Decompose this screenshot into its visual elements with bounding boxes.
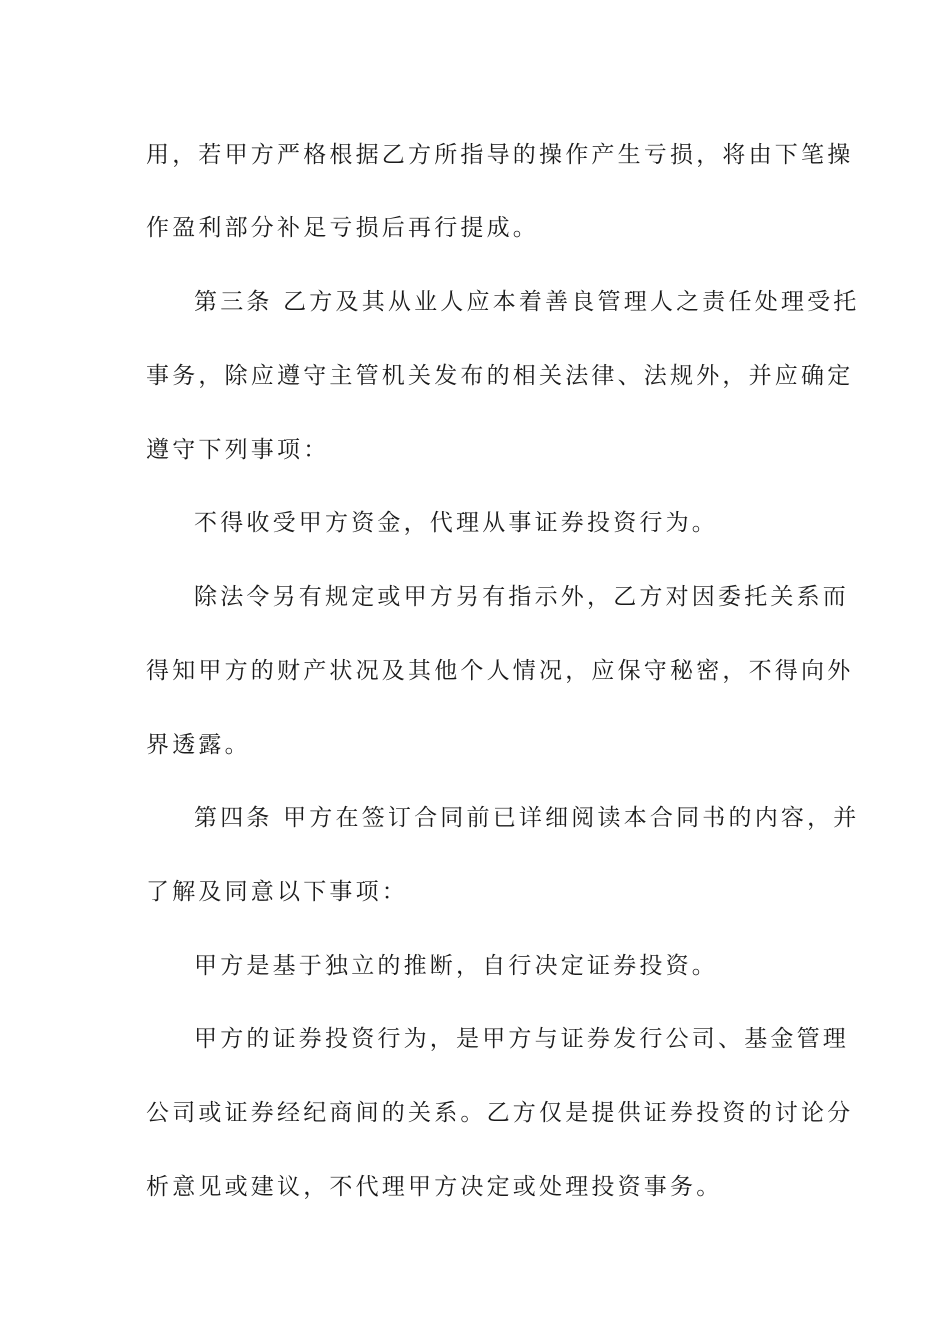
text-line: 公司或证券经纪商间的关系。乙方仅是提供证券投资的讨论分 <box>146 1100 854 1126</box>
text-line: 得知甲方的财产状况及其他个人情况，应保守秘密，不得向外 <box>146 658 854 684</box>
text-line: 甲方是基于独立的推断，自行决定证券投资。 <box>194 953 718 979</box>
text-line: 界透露。 <box>146 732 251 758</box>
text-line: 遵守下列事项： <box>146 437 330 463</box>
article-3-heading-line: 第三条 乙方及其从业人应本着善良管理人之责任处理受托 <box>194 289 860 315</box>
text-line: 甲方的证券投资行为，是甲方与证券发行公司、基金管理 <box>194 1026 849 1052</box>
text-line: 不得收受甲方资金，代理从事证券投资行为。 <box>194 510 718 536</box>
text-line: 事务，除应遵守主管机关发布的相关法律、法规外，并应确定 <box>146 363 854 389</box>
article-4-heading-line: 第四条 甲方在签订合同前已详细阅读本合同书的内容，并 <box>194 805 860 831</box>
text-line: 作盈利部分补足亏损后再行提成。 <box>146 215 539 241</box>
text-line: 除法令另有规定或甲方另有指示外，乙方对因委托关系而 <box>194 584 849 610</box>
text-line: 了解及同意以下事项： <box>146 879 408 905</box>
text-line: 析意见或建议，不代理甲方决定或处理投资事务。 <box>146 1174 723 1200</box>
text-line: 用，若甲方严格根据乙方所指导的操作产生亏损，将由下笔操 <box>146 142 854 168</box>
